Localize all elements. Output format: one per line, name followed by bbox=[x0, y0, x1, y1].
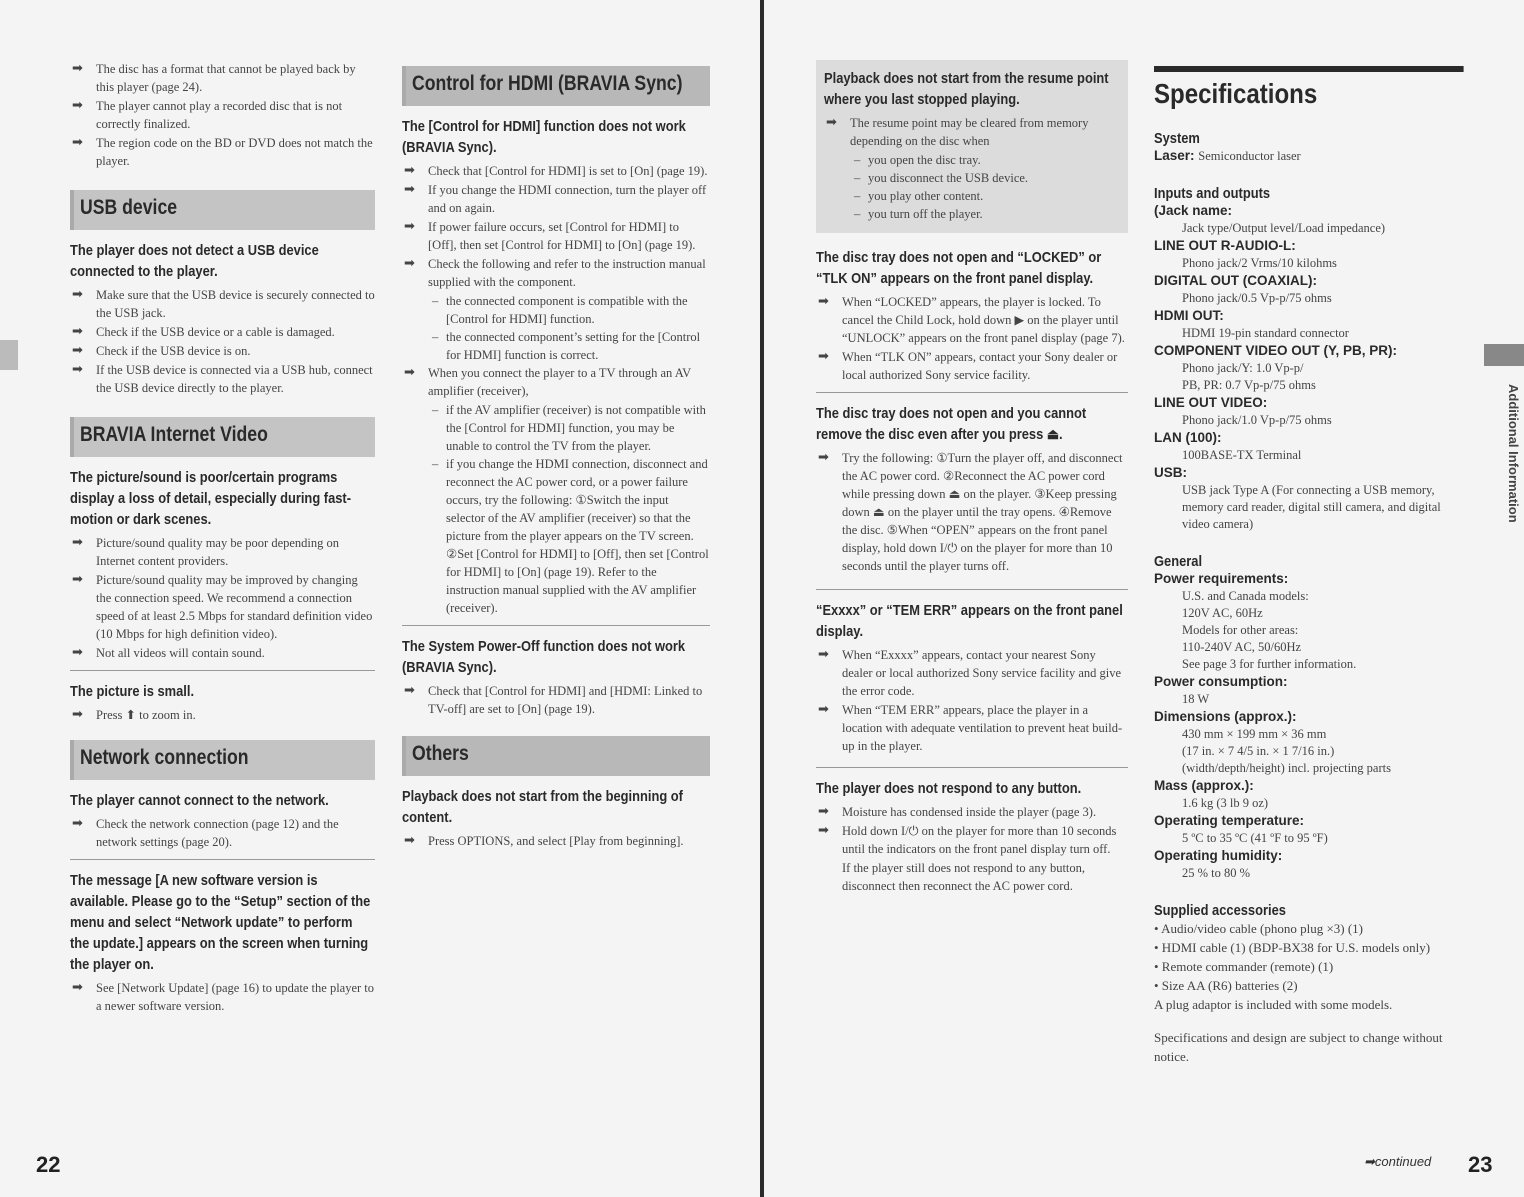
list-item: ➡ If you change the HDMI connection, turn the player off and on again. bbox=[404, 182, 707, 215]
arrow-icon: ➡ bbox=[72, 61, 83, 76]
spec-value: Phono jack/1.0 Vp-p/75 ohms bbox=[1182, 413, 1332, 427]
arrow-icon: ➡ bbox=[818, 450, 829, 465]
arrow-icon: ➡ bbox=[818, 804, 829, 819]
spec-section-system: System bbox=[1154, 130, 1200, 147]
spec-label: LINE OUT VIDEO: bbox=[1154, 395, 1268, 410]
arrow-icon: ➡ bbox=[72, 343, 83, 358]
list-item: ➡ Check that [Control for HDMI] and [HDMI: Linked to TV-off] are set to [On] (page 19). bbox=[404, 683, 703, 716]
sub-item: – you turn off the player. bbox=[854, 207, 983, 221]
arrow-icon: ➡ bbox=[72, 572, 83, 587]
arrow-icon: ➡ bbox=[826, 115, 837, 130]
list-item: ➡ When “Exxxx” appears, contact your nearest Sony dealer or local authorized Sony service facility and give the error code. bbox=[818, 647, 1122, 698]
spec-value: PB, PR: 0.7 Vp-p/75 ohms bbox=[1182, 378, 1316, 392]
right-page bbox=[764, 0, 1524, 1197]
spec-value: 100BASE-TX Terminal bbox=[1182, 448, 1302, 462]
list-item: ➡ If power failure occurs, set [Control for HDMI] to [Off], then set [Control for HDMI] to [On] (page 19). bbox=[404, 219, 696, 252]
arrow-icon: ➡ bbox=[818, 823, 829, 838]
spec-label: LAN (100): bbox=[1154, 430, 1222, 445]
section-heading: “Exxxx” or “TEM ERR” appears on the front panel display. bbox=[816, 602, 1123, 640]
list-item: ➡ When you connect the player to a TV through an AV amplifier (receiver), bbox=[404, 365, 691, 398]
spec-value: Models for other areas: bbox=[1182, 623, 1299, 637]
note-text: If the player still does not respond to any button, disconnect then reconnect the AC power cord. bbox=[842, 861, 1086, 893]
spec-label: LINE OUT R-AUDIO-L: bbox=[1154, 238, 1296, 253]
list-item: ➡ Moisture has condensed inside the player (page 3). bbox=[818, 804, 1097, 819]
spec-value: 1.6 kg (3 lb 9 oz) bbox=[1182, 796, 1269, 810]
arrow-icon: ➡ bbox=[72, 98, 83, 113]
list-item: ➡ Check if the USB device or a cable is damaged. bbox=[72, 324, 335, 339]
page-number: 22 bbox=[36, 1152, 61, 1177]
arrow-icon: ➡ bbox=[404, 163, 415, 178]
list-item: ➡ Check the network connection (page 12) and the network settings (page 20). bbox=[72, 816, 339, 849]
sub-item: – you disconnect the USB device. bbox=[854, 171, 1029, 185]
general-spec-list bbox=[1154, 570, 1464, 882]
list-item: ➡ Not all videos will contain sound. bbox=[72, 645, 265, 660]
spec-value: Phono jack/2 Vrms/10 kilohms bbox=[1182, 256, 1337, 270]
divider bbox=[816, 589, 1128, 590]
spec-label: Power requirements: bbox=[1154, 571, 1289, 586]
sub-item: – the connected component is compatible with the [Control for HDMI] function. bbox=[432, 294, 688, 326]
section-heading: The System Power-Off function does not work (BRAVIA Sync). bbox=[402, 638, 686, 676]
arrow-icon: ➡ bbox=[72, 645, 83, 660]
list-item: ➡ Check that [Control for HDMI] is set to [On] (page 19). bbox=[404, 163, 708, 178]
arrow-icon: ➡ bbox=[818, 702, 829, 717]
list-item: ➡ Press OPTIONS, and select [Play from beginning]. bbox=[404, 833, 684, 848]
arrow-icon: ➡ bbox=[404, 365, 415, 380]
arrow-icon: ➡ bbox=[72, 707, 83, 722]
spec-value: 18 W bbox=[1182, 692, 1210, 706]
page-title: Specifications bbox=[1154, 66, 1464, 110]
spec-value: Semiconductor laser bbox=[1198, 149, 1301, 163]
section-heading: The message [A new software version is available. Please go to the “Setup” section of the menu and select “Network update” to perform the update.] appears on the screen when turning the player on. bbox=[70, 872, 371, 973]
spec-label: DIGITAL OUT (COAXIAL): bbox=[1154, 273, 1317, 288]
list-item: ➡ Check if the USB device is on. bbox=[72, 343, 251, 358]
list-item: • Audio/video cable (phono plug ×3) (1) bbox=[1154, 921, 1364, 936]
spec-value: 120V AC, 60Hz bbox=[1182, 606, 1263, 620]
sub-item: – you play other content. bbox=[854, 189, 984, 203]
list-item: ➡ When “TLK ON” appears, contact your Sony dealer or local authorized Sony service facility. bbox=[818, 349, 1118, 382]
spec-label: Operating temperature: bbox=[1154, 813, 1305, 828]
section-banner-usb: USB device bbox=[70, 190, 375, 230]
spec-value: 25 % to 80 % bbox=[1182, 866, 1251, 880]
change-note: Specifications and design are subject to change without notice. bbox=[1154, 1030, 1443, 1064]
spec-label: COMPONENT VIDEO OUT (Y, PB, PR): bbox=[1154, 343, 1398, 358]
section-banner-bravia: BRAVIA Internet Video bbox=[70, 417, 375, 457]
list-item: ➡ The resume point may be cleared from memory depending on the disc when bbox=[826, 115, 1089, 148]
list-item: ➡ When “LOCKED” appears, the player is locked. To cancel the Child Lock, hold down ▶ on the player until “UNLOCK” appears on the front panel display (page 7). bbox=[818, 294, 1125, 345]
arrow-icon: ➡ bbox=[818, 647, 829, 662]
list-item: ➡ Hold down I/⏻ on the player for more than 10 seconds until the indicators on the front panel display turn off. bbox=[818, 823, 1117, 856]
section-heading: The player cannot connect to the network. bbox=[70, 792, 329, 809]
divider bbox=[70, 859, 375, 860]
spec-label: Mass (approx.): bbox=[1154, 778, 1254, 793]
sub-item: – the connected component’s setting for the [Control for HDMI] function is correct. bbox=[432, 330, 701, 362]
list-item: • Size AA (R6) batteries (2) bbox=[1154, 978, 1298, 993]
section-tab bbox=[1484, 344, 1524, 366]
spec-label: Power consumption: bbox=[1154, 674, 1288, 689]
arrow-icon: ➡ bbox=[818, 349, 829, 364]
arrow-icon: ➡ bbox=[1364, 1154, 1375, 1169]
list-item: ➡ The disc has a format that cannot be played back by this player (page 24). bbox=[72, 61, 356, 94]
section-heading: The [Control for HDMI] function does not work (BRAVIA Sync). bbox=[402, 118, 686, 156]
section-heading: The picture is small. bbox=[70, 683, 195, 700]
spec-section-accessories: Supplied accessories bbox=[1154, 902, 1286, 919]
page-number: 23 bbox=[1468, 1152, 1493, 1177]
section-heading: Playback does not start from the resume point where you last stopped playing. bbox=[824, 70, 1109, 108]
list-item: ➡ See [Network Update] (page 16) to update the player to a newer software version. bbox=[72, 980, 375, 1013]
spec-value: (17 in. × 7 4/5 in. × 1 7/16 in.) bbox=[1182, 744, 1335, 758]
arrow-icon: ➡ bbox=[72, 535, 83, 550]
spec-label: (Jack name: bbox=[1154, 203, 1233, 218]
list-item: • Remote commander (remote) (1) bbox=[1154, 959, 1334, 974]
spec-value: 5 ºC to 35 ºC (41 ºF to 95 ºF) bbox=[1182, 831, 1328, 845]
spec-section-io: Inputs and outputs bbox=[1154, 185, 1271, 202]
spec-value: 110-240V AC, 50/60Hz bbox=[1182, 640, 1302, 654]
arrow-icon: ➡ bbox=[72, 324, 83, 339]
specifications-column bbox=[1154, 66, 1464, 1066]
plug-note: A plug adaptor is included with some models. bbox=[1154, 997, 1393, 1012]
arrow-icon: ➡ bbox=[404, 683, 415, 698]
list-item: ➡ When “TEM ERR” appears, place the player in a location with adequate ventilation to prevent heat build-up in the player. bbox=[818, 702, 1123, 753]
spec-value: 430 mm × 199 mm × 36 mm bbox=[1182, 727, 1327, 741]
list-item: ➡ Try the following: ①Turn the player off, and disconnect the AC power cord. ②Reconnect the AC power cord while pressing down ⏏ on the player. ③Keep pressing down ⏏ on the player until the tray opens. ④Remove the disc. ⑤When “OPEN” appears on the front panel display, hold down I/⏻ on the player for more than 10 seconds until the player turns off. bbox=[818, 450, 1123, 573]
spec-label: Operating humidity: bbox=[1154, 848, 1283, 863]
divider bbox=[402, 625, 710, 626]
section-heading: The disc tray does not open and “LOCKED” or “TLK ON” appears on the front panel display. bbox=[816, 249, 1102, 287]
list-item: • HDMI cable (1) (BDP-BX38 for U.S. models only) bbox=[1154, 940, 1431, 955]
divider bbox=[816, 392, 1128, 393]
section-heading: The picture/sound is poor/certain programs display a loss of detail, especially during fast-motion or dark scenes. bbox=[70, 469, 352, 528]
divider bbox=[70, 670, 375, 671]
list-item: ➡ Picture/sound quality may be improved by changing the connection speed. We recommend a connection speed of at least 2.5 Mbps for standard definition video (10 Mbps for high definition video). bbox=[72, 572, 373, 641]
spec-value: (width/depth/height) incl. projecting parts bbox=[1182, 761, 1391, 775]
sub-item: – if you change the HDMI connection, disconnect and reconnect the AC power cord, or a power failure occurs, try the following: ①Switch the input selector of the AV amplifier (receiver) so that the picture from the player appears on the TV screen. ②Set [Control for HDMI] to [Off], then set [Control for HDMI] to [On] (page 19). Refer to the instruction manual supplied with the AV amplifier (receiver). bbox=[432, 457, 709, 615]
section-banner-others: Others bbox=[402, 736, 710, 776]
list-item: ➡ The region code on the BD or DVD does not match the player. bbox=[72, 135, 373, 168]
divider bbox=[816, 767, 1128, 768]
spec-value: HDMI 19-pin standard connector bbox=[1182, 326, 1349, 340]
edge-tab bbox=[0, 340, 18, 370]
arrow-icon: ➡ bbox=[818, 294, 829, 309]
arrow-icon: ➡ bbox=[72, 135, 83, 150]
section-heading: Playback does not start from the beginning of content. bbox=[402, 788, 683, 826]
section-heading: The player does not detect a USB device connected to the player. bbox=[70, 242, 319, 280]
spec-label: Laser: Semiconductor laser bbox=[1154, 148, 1301, 163]
list-item: ➡ The player cannot play a recorded disc that is not correctly finalized. bbox=[72, 98, 343, 131]
spec-label: USB: bbox=[1154, 465, 1187, 480]
list-item: ➡ If the USB device is connected via a USB hub, connect the USB device directly to the player. bbox=[72, 362, 373, 395]
resume-box bbox=[816, 60, 1128, 233]
spec-value: Jack type/Output level/Load impedance) bbox=[1182, 221, 1386, 235]
sub-item: – you open the disc tray. bbox=[854, 153, 981, 167]
continued-label: ➡continued bbox=[1364, 1154, 1432, 1169]
spec-value: U.S. and Canada models: bbox=[1182, 589, 1309, 603]
arrow-icon: ➡ bbox=[404, 256, 415, 271]
arrow-icon: ➡ bbox=[404, 219, 415, 234]
section-heading: The disc tray does not open and you cannot remove the disc even after you press ⏏. bbox=[816, 405, 1087, 443]
sub-item: – if the AV amplifier (receiver) is not compatible with the [Control for HDMI] function, you may be unable to control the TV from the player. bbox=[432, 403, 706, 453]
io-spec-list bbox=[1154, 237, 1464, 533]
list-item: ➡ Make sure that the USB device is securely connected to the USB jack. bbox=[72, 287, 375, 320]
spec-value: USB jack Type A (For connecting a USB memory, memory card reader, digital still camera, and digital video camera) bbox=[1182, 483, 1441, 531]
right-column-1 bbox=[816, 60, 1128, 895]
section-tab-label: Additional Information bbox=[1506, 384, 1521, 523]
list-item: ➡ Picture/sound quality may be poor depending on Internet content providers. bbox=[72, 535, 340, 568]
section-banner-network: Network connection bbox=[70, 740, 375, 780]
list-item: ➡ Press ⬆ to zoom in. bbox=[72, 707, 196, 722]
spec-value: Phono jack/0.5 Vp-p/75 ohms bbox=[1182, 291, 1332, 305]
arrow-icon: ➡ bbox=[72, 362, 83, 377]
spec-value: Phono jack/Y: 1.0 Vp-p/ bbox=[1182, 361, 1304, 375]
arrow-icon: ➡ bbox=[72, 287, 83, 302]
arrow-icon: ➡ bbox=[72, 816, 83, 831]
spec-label: Dimensions (approx.): bbox=[1154, 709, 1297, 724]
spec-label: HDMI OUT: bbox=[1154, 308, 1224, 323]
arrow-icon: ➡ bbox=[72, 980, 83, 995]
arrow-icon: ➡ bbox=[404, 182, 415, 197]
section-heading: The player does not respond to any button. bbox=[816, 780, 1082, 797]
spec-value: See page 3 for further information. bbox=[1182, 657, 1357, 671]
spec-section-general: General bbox=[1154, 553, 1203, 570]
left-column-1 bbox=[70, 60, 375, 1016]
section-banner-hdmi: Control for HDMI (BRAVIA Sync) bbox=[402, 66, 710, 106]
left-column-2 bbox=[402, 56, 710, 851]
list-item: ➡ Check the following and refer to the instruction manual supplied with the component. bbox=[404, 256, 706, 289]
arrow-icon: ➡ bbox=[404, 833, 415, 848]
